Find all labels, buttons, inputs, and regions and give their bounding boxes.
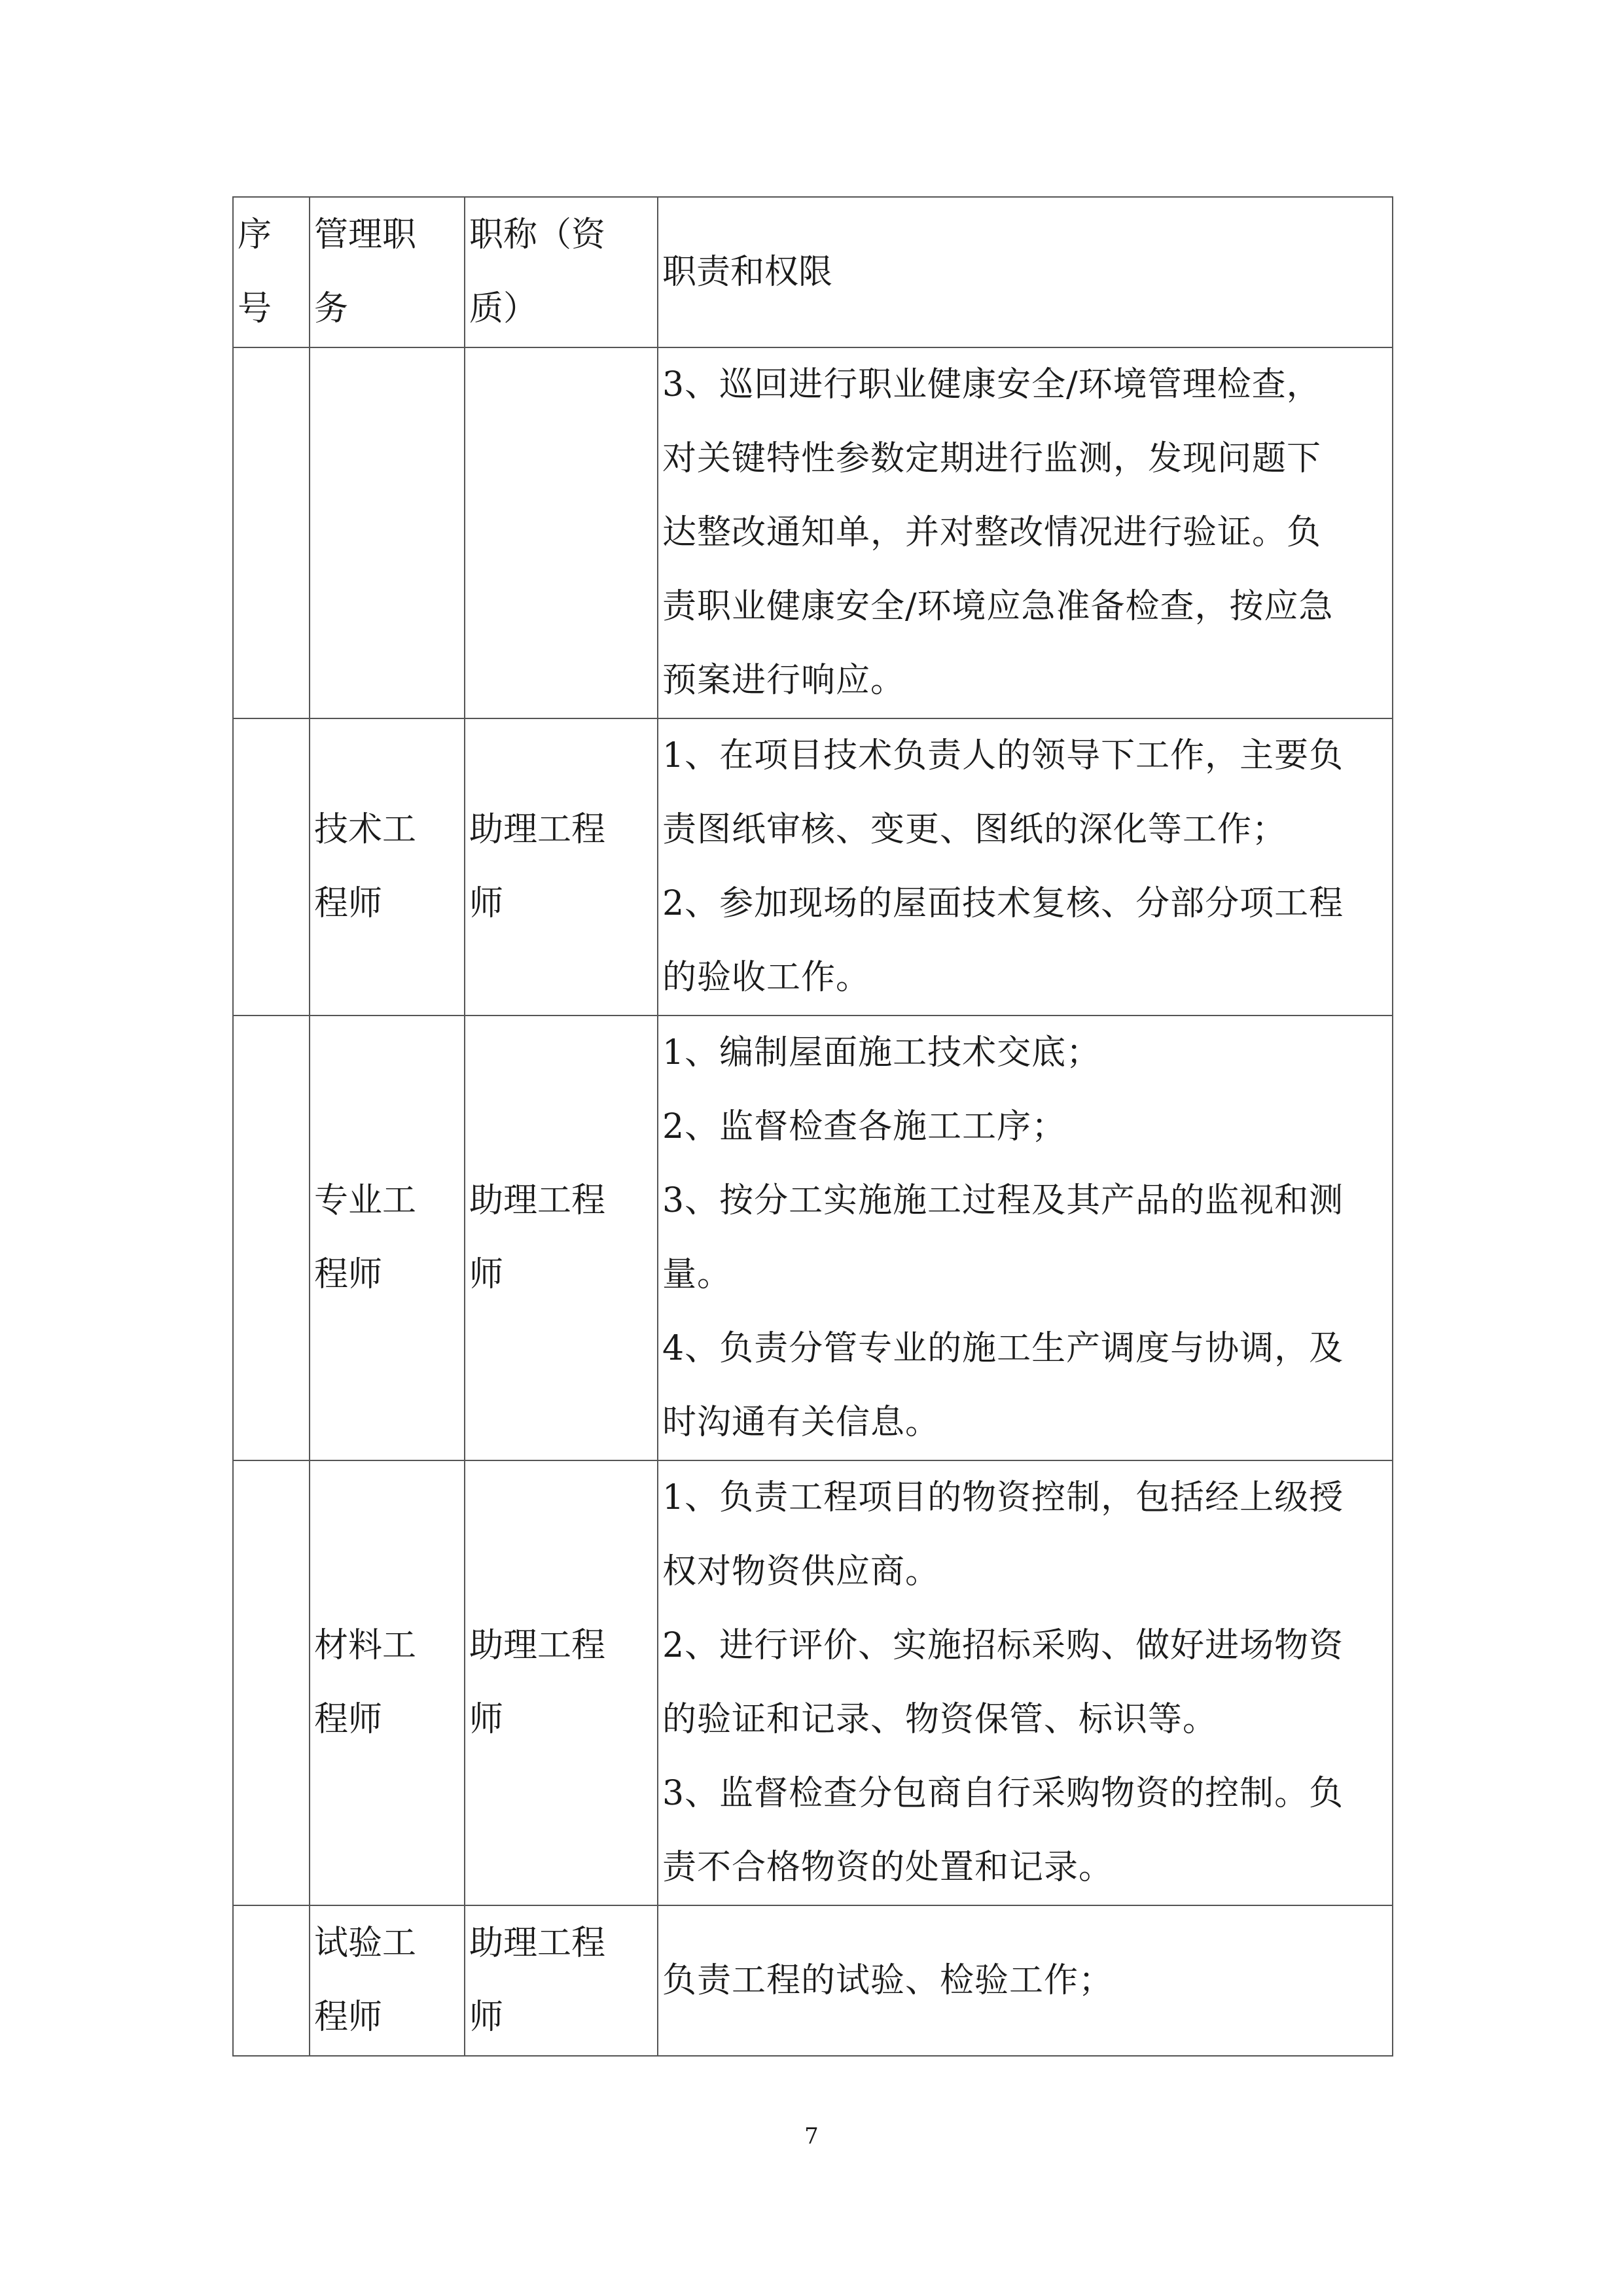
duty-line: 权对物资供应商。: [662, 1552, 940, 1591]
duty-table: [232, 196, 1393, 2057]
header-duty-text: 职责和权限: [662, 252, 833, 292]
row-role-cell: [310, 347, 465, 718]
duty-line: 3、巡回进行职业健康安全/环境管理检查，: [662, 365, 1321, 404]
duty-line: 1、编制屋面施工技术交底；: [662, 1033, 1101, 1072]
table-row: [233, 1016, 1393, 1460]
duty-line: 的验收工作。: [662, 958, 871, 997]
row-no-cell: [233, 1016, 310, 1460]
duty-line: 责不合格物资的处置和记录。: [662, 1848, 1114, 1887]
row-role-cell: [310, 1016, 465, 1460]
role-line: 试验工: [314, 1924, 417, 1963]
header-role-line: 管理职: [314, 215, 417, 255]
duty-line: 达整改通知单，并对整改情况进行验证。负: [662, 513, 1322, 552]
duty-line: 4、负责分管专业的施工生产调度与协调，及: [662, 1329, 1344, 1368]
table-row: [233, 718, 1393, 1016]
row-duty-cell: [658, 1460, 1393, 1905]
row-no-cell: [233, 718, 310, 1016]
duty-line: 3、按分工实施施工过程及其产品的监视和测: [662, 1181, 1344, 1220]
duty-line: 1、在项目技术负责人的领导下工作，主要负: [662, 736, 1344, 775]
header-no-line: 序: [238, 215, 272, 255]
role-line: 程师: [314, 884, 383, 923]
title-line: 助理工程: [469, 810, 606, 849]
duty-line: 的验证和记录、物资保管、标识等。: [662, 1700, 1218, 1739]
duty-line: 责职业健康安全/环境应急准备检查，按应急: [662, 587, 1334, 626]
row-title-cell: [465, 1905, 658, 2056]
title-line: 师: [469, 884, 504, 923]
duty-line: 预案进行响应。: [662, 661, 906, 700]
table-row: [233, 1460, 1393, 1905]
duty-line: 负责工程的试验、检验工作；: [662, 1960, 1114, 2000]
title-line: 师: [469, 1255, 504, 1294]
duty-line: 对关键特性参数定期进行监测，发现问题下: [662, 439, 1322, 478]
role-line: 程师: [314, 1255, 383, 1294]
header-duty: [658, 197, 1393, 347]
header-role-line: 务: [314, 289, 349, 328]
duty-line: 2、参加现场的屋面技术复核、分部分项工程: [662, 884, 1344, 923]
row-title-cell: [465, 1460, 658, 1905]
row-title-cell: [465, 347, 658, 718]
role-line: 技术工: [314, 810, 417, 849]
header-title-line: 质）: [469, 289, 538, 328]
role-line: 材料工: [314, 1626, 417, 1665]
row-no-cell: [233, 1905, 310, 2056]
row-duty-cell: [658, 347, 1393, 718]
title-line: 师: [469, 1700, 504, 1739]
role-line: 程师: [314, 1998, 383, 2037]
duty-line: 3、监督检查分包商自行采购物资的控制。负: [662, 1774, 1344, 1813]
row-no-cell: [233, 1460, 310, 1905]
role-line: 专业工: [314, 1181, 417, 1220]
row-duty-cell: [658, 718, 1393, 1016]
header-title-line: 职称（资: [469, 215, 606, 255]
duty-line: 2、进行评价、实施招标采购、做好进场物资: [662, 1626, 1344, 1665]
header-no-line: 号: [238, 289, 272, 328]
title-line: 助理工程: [469, 1924, 606, 1963]
header-no: [233, 197, 310, 347]
row-title-cell: [465, 1016, 658, 1460]
duty-line: 时沟通有关信息。: [662, 1403, 940, 1442]
table-header-row: [233, 197, 1393, 347]
header-title: [465, 197, 658, 347]
table-row: [233, 1905, 1393, 2056]
header-role: [310, 197, 465, 347]
row-duty-cell: [658, 1905, 1393, 2056]
page-number: 7: [804, 2123, 819, 2149]
role-line: 程师: [314, 1700, 383, 1739]
row-title-cell: [465, 718, 658, 1016]
row-role-cell: [310, 1905, 465, 2056]
duty-line: 责图纸审核、变更、图纸的深化等工作；: [662, 810, 1287, 849]
row-role-cell: [310, 718, 465, 1016]
duty-line: 2、监督检查各施工工序；: [662, 1107, 1067, 1146]
title-line: 助理工程: [469, 1181, 606, 1220]
table-row: [233, 347, 1393, 718]
row-no-cell: [233, 347, 310, 718]
title-line: 助理工程: [469, 1626, 606, 1665]
duty-line: 量。: [662, 1255, 732, 1294]
duty-line: 1、负责工程项目的物资控制，包括经上级授: [662, 1478, 1344, 1517]
row-role-cell: [310, 1460, 465, 1905]
row-duty-cell: [658, 1016, 1393, 1460]
title-line: 师: [469, 1998, 504, 2037]
